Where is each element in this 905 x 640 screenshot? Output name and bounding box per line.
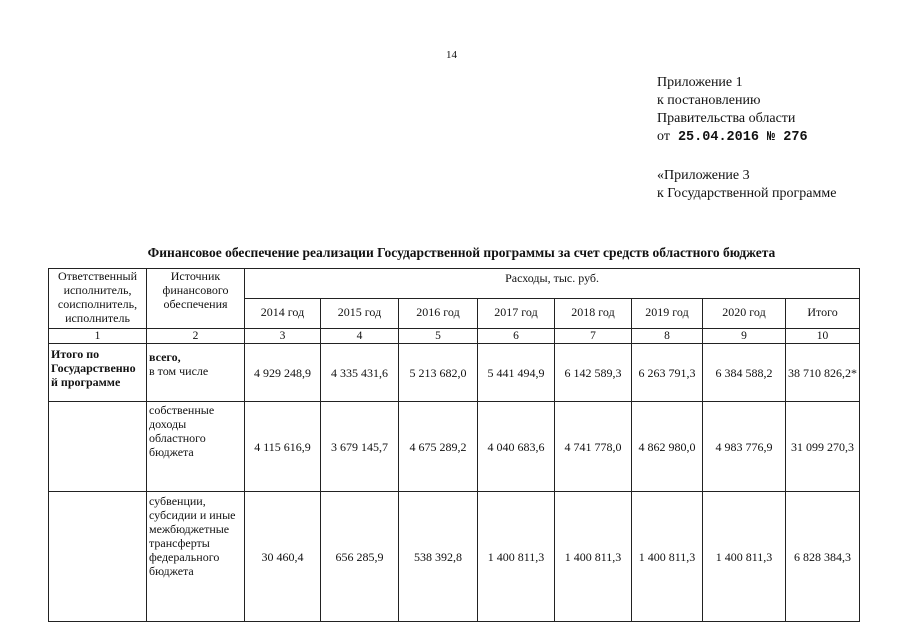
- cell-value: 4 115 616,9: [245, 402, 321, 492]
- table-row-federal-transfers: [49, 492, 860, 622]
- column-number: 8: [632, 329, 703, 344]
- row-source-bold: всего,: [149, 350, 181, 364]
- appendix-line-6: к Государственной программе: [657, 186, 837, 201]
- column-number: 2: [147, 329, 245, 344]
- cell-value: 4 335 431,6: [321, 344, 399, 402]
- header-responsible: Ответственный исполнитель, соисполнитель, исполнитель: [49, 269, 147, 329]
- header-expenses: Расходы, тыс. руб.: [245, 269, 860, 299]
- row-responsible: [49, 492, 147, 622]
- cell-value: 4 675 289,2: [399, 402, 478, 492]
- column-number: 7: [555, 329, 632, 344]
- column-number: 6: [478, 329, 555, 344]
- header-source: Источник финансового обеспечения: [147, 269, 245, 329]
- cell-value: 4 862 980,0: [632, 402, 703, 492]
- row-source-rest: в том числе: [149, 364, 209, 378]
- cell-value: 1 400 811,3: [703, 492, 786, 622]
- row-responsible: [49, 402, 147, 492]
- column-number: 3: [245, 329, 321, 344]
- appendix-gap: [657, 147, 836, 167]
- column-number: 9: [703, 329, 786, 344]
- header-total: Итого: [786, 299, 860, 329]
- cell-value: 30 460,4: [245, 492, 321, 622]
- row-source: [147, 344, 245, 402]
- table-row-own-revenue: [49, 402, 860, 492]
- row-source: субвенции, субсидии и иные межбюджетные трансферты федерального бюджета: [147, 492, 245, 622]
- cell-value: 4 983 776,9: [703, 402, 786, 492]
- row-source: собственные доходы областного бюджета: [147, 402, 245, 492]
- header-year: 2020 год: [703, 299, 786, 329]
- cell-value: 1 400 811,3: [632, 492, 703, 622]
- appendix-block: [657, 74, 836, 203]
- header-year: 2016 год: [399, 299, 478, 329]
- cell-value: 656 285,9: [321, 492, 399, 622]
- cell-value: 4 040 683,6: [478, 402, 555, 492]
- header-year: 2014 год: [245, 299, 321, 329]
- cell-value: 5 441 494,9: [478, 344, 555, 402]
- appendix-line-1: Приложение 1: [657, 75, 743, 90]
- row-responsible: Итого по Государственно й программе: [49, 344, 147, 402]
- cell-value: 6 263 791,3: [632, 344, 703, 402]
- appendix-line-2: к постановлению: [657, 93, 761, 108]
- page-number: 14: [446, 49, 457, 61]
- appendix-date-line: [657, 128, 836, 147]
- cell-total: 31 099 270,3: [786, 402, 860, 492]
- cell-total: 6 828 384,3: [786, 492, 860, 622]
- document-title: Финансовое обеспечение реализации Государственной программы за счет средств областного бюджета: [147, 245, 776, 260]
- appendix-line-5: «Приложение 3: [657, 168, 750, 183]
- header-row-1: [49, 269, 860, 299]
- cell-value: 1 400 811,3: [555, 492, 632, 622]
- cell-value: 3 679 145,7: [321, 402, 399, 492]
- column-number: 4: [321, 329, 399, 344]
- header-year: 2015 год: [321, 299, 399, 329]
- header-year: 2019 год: [632, 299, 703, 329]
- appendix-date-value: 25.04.2016 № 276: [677, 130, 808, 145]
- table-row-total: [49, 344, 860, 402]
- cell-value: 4 929 248,9: [245, 344, 321, 402]
- column-number-row: [49, 329, 860, 344]
- appendix-line-3: Правительства области: [657, 111, 796, 126]
- cell-value: 5 213 682,0: [399, 344, 478, 402]
- cell-value: 6 142 589,3: [555, 344, 632, 402]
- header-year: 2017 год: [478, 299, 555, 329]
- header-year: 2018 год: [555, 299, 632, 329]
- column-number: 1: [49, 329, 147, 344]
- cell-value: 1 400 811,3: [478, 492, 555, 622]
- appendix-date-prefix: от: [657, 129, 670, 144]
- cell-total: 38 710 826,2*: [786, 344, 860, 402]
- cell-value: 538 392,8: [399, 492, 478, 622]
- financing-table: [48, 268, 860, 622]
- column-number: 10: [786, 329, 860, 344]
- cell-value: 4 741 778,0: [555, 402, 632, 492]
- cell-value: 6 384 588,2: [703, 344, 786, 402]
- column-number: 5: [399, 329, 478, 344]
